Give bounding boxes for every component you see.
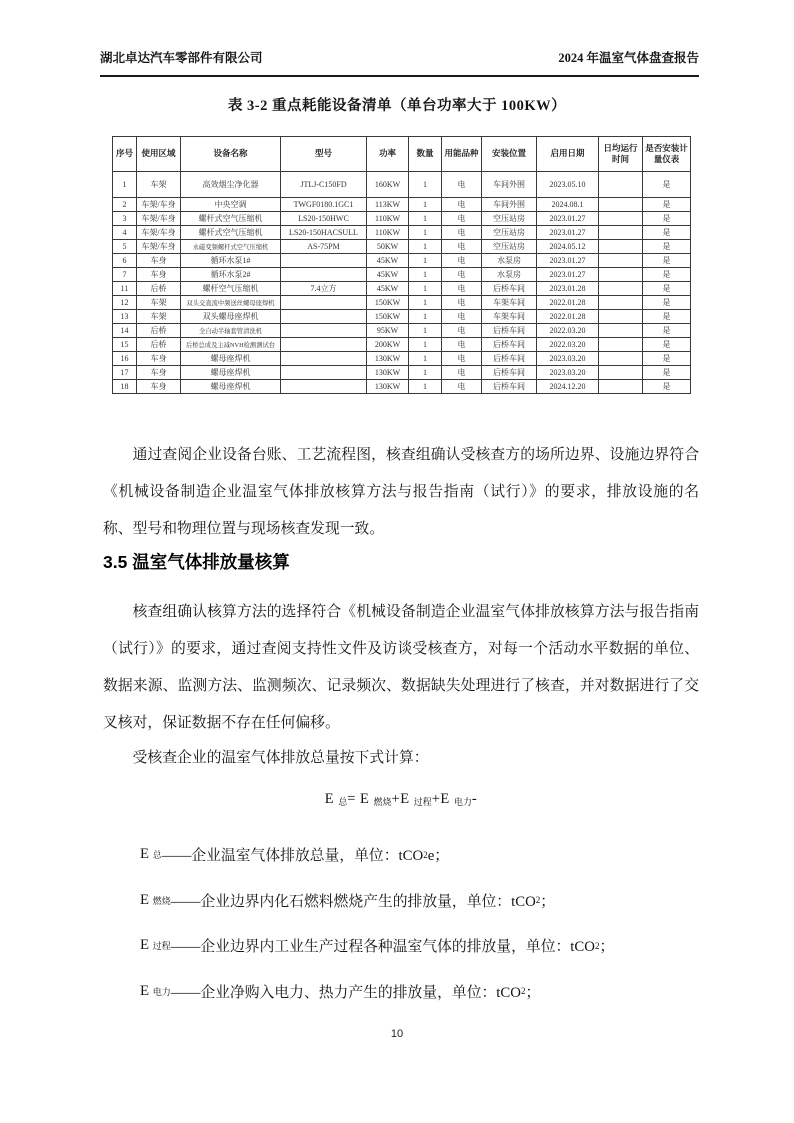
table-cell: 车架 (137, 310, 181, 324)
table-cell: 电 (442, 310, 482, 324)
table-cell: 是 (643, 198, 691, 212)
column-header: 是否安装计量仪表 (643, 137, 691, 172)
table-cell: 车架/车身 (137, 226, 181, 240)
table-cell: 2023.03.20 (537, 366, 599, 380)
table-cell (599, 296, 643, 310)
table-cell: 2023.05.10 (537, 172, 599, 198)
table-cell: 1 (409, 380, 442, 394)
table-cell: 空压站房 (482, 212, 537, 226)
table-cell: 是 (643, 310, 691, 324)
column-header: 日均运行时间 (599, 137, 643, 172)
formula-text: E (140, 982, 153, 999)
table-cell: 后桥车间 (482, 366, 537, 380)
table-cell: 2023.03.20 (537, 352, 599, 366)
table-cell: 130KW (367, 380, 409, 394)
table-cell: 螺杆空气压缩机 (181, 282, 281, 296)
table-cell (599, 254, 643, 268)
table-cell: 1 (409, 172, 442, 198)
table-cell: 车架 (137, 296, 181, 310)
table-cell: LS20-150HACSULL (281, 226, 367, 240)
table-cell: 2024.05.12 (537, 240, 599, 254)
definition-line (140, 832, 700, 878)
table-cell: 7 (113, 268, 137, 282)
table-cell: 电 (442, 352, 482, 366)
paragraph-formula-intro: 受核查企业的温室气体排放总量按下式计算： (132, 750, 429, 766)
table-cell: 空压站房 (482, 240, 537, 254)
column-header: 型号 (281, 137, 367, 172)
table-cell: 50KW (367, 240, 409, 254)
table-cell: 1 (409, 310, 442, 324)
table-cell (599, 212, 643, 226)
table-cell (599, 172, 643, 198)
table-cell: 45KW (367, 282, 409, 296)
table-cell: 2022.03.20 (537, 338, 599, 352)
table-cell: 2 (113, 198, 137, 212)
table-cell: 5 (113, 240, 137, 254)
table-cell: 2024.08.1 (537, 198, 599, 212)
table-cell (281, 310, 367, 324)
table-cell: 2023.01.27 (537, 226, 599, 240)
table-row (113, 198, 691, 212)
table-cell: 1 (409, 240, 442, 254)
table-cell (281, 268, 367, 282)
table-cell: 螺母座焊机 (181, 380, 281, 394)
column-header: 设备名称 (181, 137, 281, 172)
table-cell: 是 (643, 352, 691, 366)
table-cell: 高效烟尘净化器 (181, 172, 281, 198)
table-cell: 1 (409, 268, 442, 282)
formula-text: E (140, 937, 153, 954)
table-cell: 2022.03.20 (537, 324, 599, 338)
table-cell: 2022.01.28 (537, 310, 599, 324)
table-cell: 后桥总成及主减NVH检测测试台 (181, 338, 281, 352)
table-cell (281, 366, 367, 380)
table-cell: 是 (643, 240, 691, 254)
table-cell: 车间外围 (482, 198, 537, 212)
table-cell: 是 (643, 226, 691, 240)
page-number: 10 (390, 1028, 404, 1040)
table-cell: 后桥车间 (482, 380, 537, 394)
table-cell: 12 (113, 296, 137, 310)
table-cell: 电 (442, 296, 482, 310)
table-row (113, 282, 691, 296)
table-cell: 中央空调 (181, 198, 281, 212)
table-cell: 循环水泵1# (181, 254, 281, 268)
table-cell: 后桥 (137, 324, 181, 338)
column-header: 使用区域 (137, 137, 181, 172)
table-cell (599, 324, 643, 338)
table-cell: 水泵房 (482, 268, 537, 282)
table-cell: 双头交直流中频送丝螺母座焊机 (181, 296, 281, 310)
column-header: 启用日期 (537, 137, 599, 172)
table-cell: AS-75PM (281, 240, 367, 254)
subscript-text: 燃烧 (152, 895, 171, 906)
table-cell: 是 (643, 172, 691, 198)
table-cell (281, 380, 367, 394)
table-cell: 110KW (367, 212, 409, 226)
table-cell: 后桥 (137, 338, 181, 352)
table-cell: 1 (409, 366, 442, 380)
table-cell: 1 (409, 296, 442, 310)
table-cell: 2024.12.20 (537, 380, 599, 394)
formula-text: E (140, 846, 153, 863)
formula-text: ——企业边界内化石燃料燃烧产生的排放量，单位：tCO (170, 893, 536, 910)
table-cell (281, 352, 367, 366)
table-cell (599, 226, 643, 240)
formula-text: E (324, 791, 339, 807)
subscript-text: 过程 (152, 941, 171, 952)
table-cell: 电 (442, 212, 482, 226)
table-cell: 车架车间 (482, 310, 537, 324)
table-cell: 是 (643, 324, 691, 338)
subscript-text: 过程 (413, 797, 432, 807)
formula-text: ——企业温室气体排放总量，单位：tCO (161, 848, 424, 865)
table-cell: 16 (113, 352, 137, 366)
table-cell: 车身 (137, 352, 181, 366)
column-header: 安装位置 (482, 137, 537, 172)
column-header: 序号 (113, 137, 137, 172)
table-cell: 电 (442, 282, 482, 296)
table-cell: 1 (409, 282, 442, 296)
table-cell: 后桥车间 (482, 324, 537, 338)
table-cell: 1 (409, 198, 442, 212)
table-cell: 后桥车间 (482, 338, 537, 352)
table-cell: 循环水泵2# (181, 268, 281, 282)
table-cell: 200KW (367, 338, 409, 352)
table-caption: 表 3-2 重点耗能设备清单（单台功率大于 100KW） (227, 98, 567, 114)
definition-line (140, 969, 700, 1015)
table-cell: 后桥车间 (482, 282, 537, 296)
formula-text: ——企业净购入电力、热力产生的排放量，单位：tCO (170, 984, 521, 1001)
table-row (113, 172, 691, 198)
table-cell: 是 (643, 254, 691, 268)
table-cell: 45KW (367, 268, 409, 282)
table-cell: 2023.01.28 (537, 282, 599, 296)
subscript-text: 2 (535, 895, 541, 906)
formula-text: ； (599, 939, 615, 956)
table-row (113, 366, 691, 380)
table-cell: 车身 (137, 254, 181, 268)
table-cell: 电 (442, 172, 482, 198)
table-cell: 2023.01.27 (537, 254, 599, 268)
table-cell: 螺杆式空气压缩机 (181, 226, 281, 240)
table-cell: 14 (113, 324, 137, 338)
table-cell: 150KW (367, 310, 409, 324)
subscript-text: 燃烧 (373, 797, 392, 807)
table-cell: 电 (442, 268, 482, 282)
table-row (113, 226, 691, 240)
table-cell: 车架车间 (482, 296, 537, 310)
table-cell: JTLJ-C150FD (281, 172, 367, 198)
table-cell: 双头螺母座焊机 (181, 310, 281, 324)
formula-text: E (140, 891, 153, 908)
table-cell: 永磁变频螺杆式空气压缩机 (181, 240, 281, 254)
table-cell: 车间外围 (482, 172, 537, 198)
column-header: 功率 (367, 137, 409, 172)
formula-text: e； (427, 848, 450, 865)
paragraph-boundary-confirmation: 通过查阅企业设备台账、工艺流程图，核查组确认受核查方的场所边界、设施边界符合《机械设备制造企业温室气体排放核算方法与报告指南（试行）》的要求，排放设施的名称、型号和物理位置与现场核查发现一致。 (103, 447, 699, 537)
table-cell: 车身 (137, 366, 181, 380)
subscript-text: 2 (520, 986, 526, 997)
subscript-text: 总 (152, 850, 162, 861)
table-cell: 后桥 (137, 282, 181, 296)
table-cell: 车架/车身 (137, 240, 181, 254)
table-cell: 是 (643, 268, 691, 282)
table-cell (599, 310, 643, 324)
table-row (113, 240, 691, 254)
table-cell: 2023.01.27 (537, 212, 599, 226)
table-cell: 2022.01.28 (537, 296, 599, 310)
table-header-row (113, 137, 691, 172)
formula-text: - (471, 791, 478, 807)
table-cell: 是 (643, 338, 691, 352)
formula-text: ——企业边界内工业生产过程各种温室气体的排放量，单位：tCO (170, 939, 595, 956)
table-cell: 2023.01.27 (537, 268, 599, 282)
table-cell: 11 (113, 282, 137, 296)
table-cell: 螺母座焊机 (181, 352, 281, 366)
column-header: 用能品种 (442, 137, 482, 172)
table-cell: 车架 (137, 172, 181, 198)
subscript-text: 电力 (453, 797, 472, 807)
table-row (113, 212, 691, 226)
table-cell: 13 (113, 310, 137, 324)
table-cell: 电 (442, 254, 482, 268)
table-cell: 螺杆式空气压缩机 (181, 212, 281, 226)
table-cell: 电 (442, 338, 482, 352)
table-cell: 7.4立方 (281, 282, 367, 296)
header-company-name: 湖北卓达汽车零部件有限公司 (100, 51, 263, 65)
table-cell: 电 (442, 380, 482, 394)
table-cell (599, 366, 643, 380)
definition-line (140, 878, 700, 924)
table-cell: 1 (409, 212, 442, 226)
table-cell: 160KW (367, 172, 409, 198)
formula-text: +E (431, 791, 454, 807)
table-cell (281, 296, 367, 310)
table-row (113, 268, 691, 282)
formula-text: = E (347, 791, 374, 807)
table-cell: LS20-150HWC (281, 212, 367, 226)
table-cell: 后桥车间 (482, 352, 537, 366)
table-cell (281, 338, 367, 352)
subscript-text: 电力 (152, 986, 171, 997)
table-row (113, 324, 691, 338)
table-cell: 是 (643, 380, 691, 394)
table-cell (599, 268, 643, 282)
table-cell: TWGF0180.1GC1 (281, 198, 367, 212)
formula-text: ； (525, 984, 541, 1001)
running-header (100, 48, 699, 77)
table-row (113, 310, 691, 324)
subscript-text: 总 (338, 797, 348, 807)
table-cell: 电 (442, 366, 482, 380)
table-cell: 130KW (367, 352, 409, 366)
table-row (113, 352, 691, 366)
table-cell (599, 198, 643, 212)
table-cell (599, 240, 643, 254)
table-cell: 4 (113, 226, 137, 240)
table-cell (599, 338, 643, 352)
table-cell (599, 282, 643, 296)
section-heading-3-5: 3.5 温室气体排放量核算 (103, 552, 290, 572)
table-cell: 1 (409, 226, 442, 240)
table-cell: 电 (442, 226, 482, 240)
table-row (113, 338, 691, 352)
table-cell: 15 (113, 338, 137, 352)
table-row (113, 254, 691, 268)
table-cell: 45KW (367, 254, 409, 268)
table-cell: 电 (442, 324, 482, 338)
formula-text: ； (540, 893, 556, 910)
table-cell: 车架/车身 (137, 212, 181, 226)
table-cell: 车身 (137, 268, 181, 282)
table-cell: 130KW (367, 366, 409, 380)
table-cell: 3 (113, 212, 137, 226)
table-cell: 车架/车身 (137, 198, 181, 212)
table-cell: 150KW (367, 296, 409, 310)
table-cell: 110KW (367, 226, 409, 240)
table-cell: 水泵房 (482, 254, 537, 268)
table-cell (599, 380, 643, 394)
table-cell: 1 (409, 338, 442, 352)
table-cell (599, 352, 643, 366)
table-cell: 17 (113, 366, 137, 380)
emission-total-formula (103, 791, 699, 808)
column-header: 数量 (409, 137, 442, 172)
table-cell: 空压站房 (482, 226, 537, 240)
table-row (113, 380, 691, 394)
table-cell (281, 254, 367, 268)
table-cell: 是 (643, 282, 691, 296)
table-cell: 全自动半轴套管清洗机 (181, 324, 281, 338)
definition-line (140, 923, 700, 969)
table-cell: 螺母座焊机 (181, 366, 281, 380)
table-cell: 1 (409, 324, 442, 338)
subscript-text: 2 (423, 849, 428, 860)
table-cell: 电 (442, 240, 482, 254)
equipment-table (112, 136, 691, 394)
table-cell (281, 324, 367, 338)
header-report-title: 2024 年温室气体盘查报告 (558, 51, 699, 65)
table-cell: 113KW (367, 198, 409, 212)
table-cell: 1 (409, 352, 442, 366)
table-cell: 是 (643, 296, 691, 310)
table-cell: 95KW (367, 324, 409, 338)
formula-text: +E (391, 791, 414, 807)
table-cell: 电 (442, 198, 482, 212)
table-row (113, 296, 691, 310)
formula-term-definitions (140, 832, 700, 1014)
table-cell: 是 (643, 212, 691, 226)
paragraph-method-confirmation: 核查组确认核算方法的选择符合《机械设备制造企业温室气体排放核算方法与报告指南（试行）》的要求，通过查阅支持性文件及访谈受核查方，对每一个活动水平数据的单位、数据来源、监测方法、监测频次、记录频次、数据缺失处理进行了核查，并对数据进行了交叉核对，保证数据不存在任何偏移。 (103, 604, 699, 731)
subscript-text: 2 (594, 940, 600, 951)
table-cell: 1 (113, 172, 137, 198)
table-cell: 18 (113, 380, 137, 394)
table-cell: 是 (643, 366, 691, 380)
table-cell: 1 (409, 254, 442, 268)
table-cell: 车身 (137, 380, 181, 394)
table-cell: 6 (113, 254, 137, 268)
